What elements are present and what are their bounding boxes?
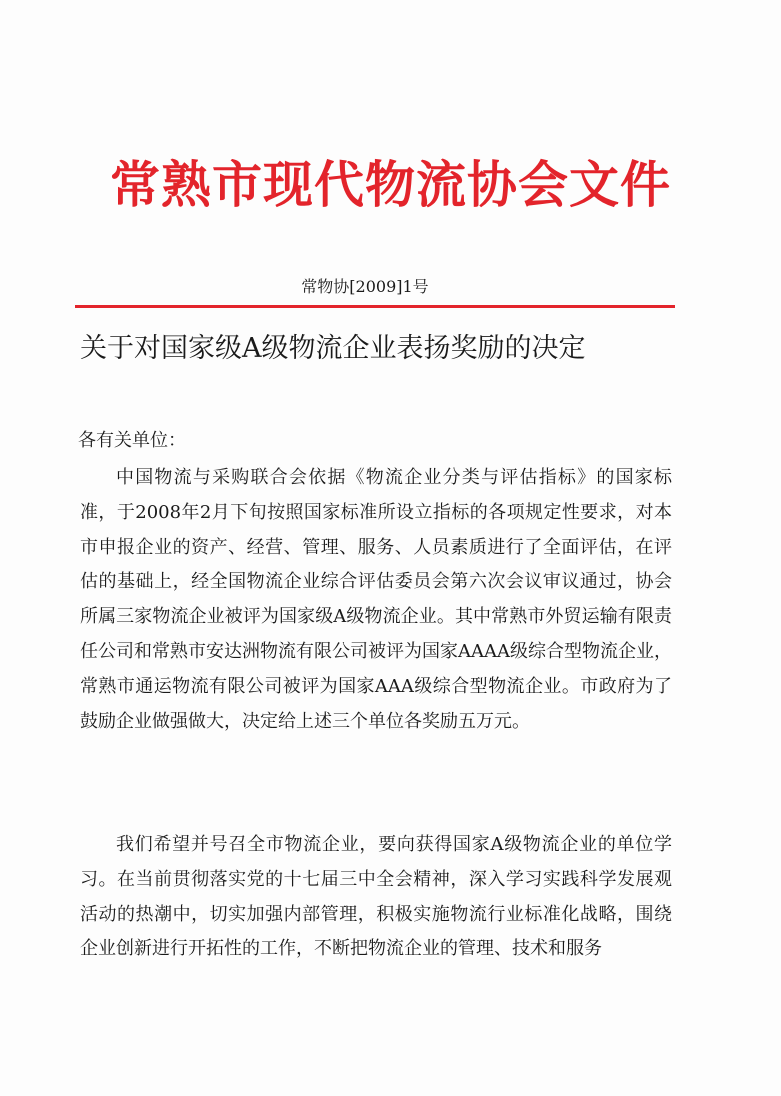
letterhead-title: 常熟市现代物流协会文件 <box>110 155 671 214</box>
document-number: 常物协[2009]1号 <box>301 277 429 296</box>
document-title: 关于对国家级A级物流企业表扬奖励的决定 <box>80 333 586 364</box>
body-paragraph-2: 我们希望并号召全市物流企业，要向获得国家A级物流企业的单位学习。在当前贯彻落实党的十七届三中全会精神，深入学习实践科学发展观活动的热潮中，切实加强内部管理，积极实施物流行业标准化战略，围绕企业创新进行开拓性的工作，不断把物流企业的管理、技术和服务 <box>80 834 672 960</box>
red-divider-line <box>75 305 675 308</box>
salutation: 各有关单位： <box>78 430 186 451</box>
body-paragraph-1: 中国物流与采购联合会依据《物流企业分类与评估指标》的国家标准，于2008年2月下旬按照国家标准所设立指标的各项规定性要求，对本市申报企业的资产、经营、管理、服务、人员素质进行了全面评估，在评估的基础上，经全国物流企业综合评估委员会第六次会议审议通过，协会所属三家物流企业被评为国家级A级物流企业。其中常熟市外贸运输有限责任公司和常熟市安达洲物流有限公司被评为国家AAAA级综合型物流企业，常熟市通运物流有限公司被评为国家AAA级综合型物流企业。市政府为了鼓励企业做强做大，决定给上述三个单位各奖励五万元。 <box>80 467 672 732</box>
